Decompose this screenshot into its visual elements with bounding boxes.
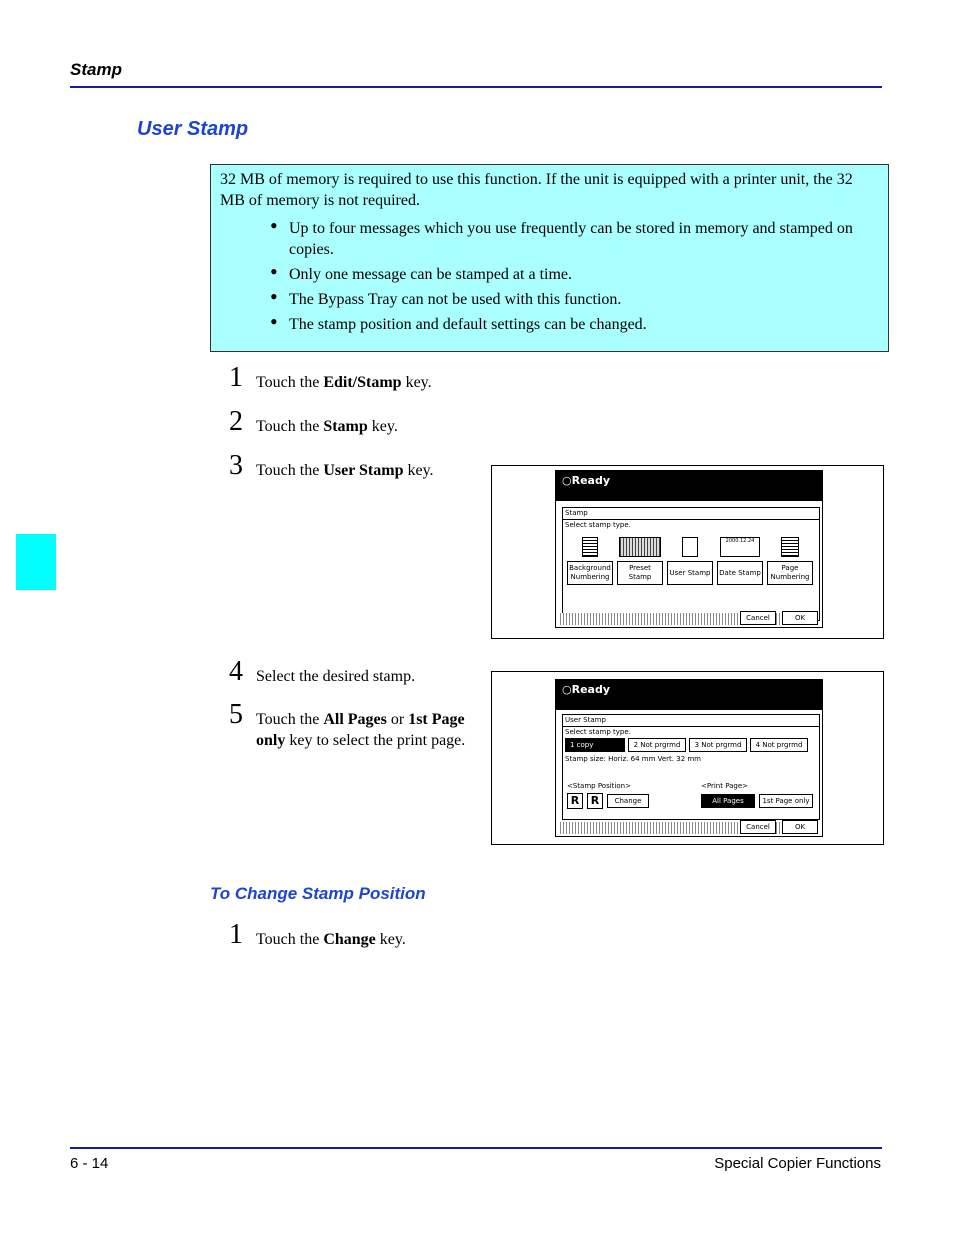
step-text: key to select the print page. <box>285 732 466 749</box>
preset-stamp-icon <box>617 537 663 559</box>
page-number: 6 - 14 <box>70 1155 109 1172</box>
step-text: key. <box>367 418 398 435</box>
all-pages-button[interactable]: All Pages <box>701 794 755 808</box>
step-4 <box>229 656 484 687</box>
section-title: User Stamp <box>137 118 249 140</box>
step-text: key. <box>375 931 406 948</box>
stamp-size-readout: Stamp size: Horiz. 64 mm Vert. 32 mm <box>565 755 702 763</box>
step-text: Touch the <box>256 462 324 479</box>
sub-step-1 <box>229 919 484 950</box>
step-key-name: All Pages <box>323 711 387 728</box>
step-key-name: Change <box>323 931 376 948</box>
position-preview-icon: R <box>567 793 583 809</box>
status-text: Ready <box>571 683 611 696</box>
step-number: 3 <box>229 450 243 481</box>
header-rule <box>70 86 882 88</box>
user-stamp-key[interactable]: User Stamp <box>667 561 713 585</box>
stamp-type-keys <box>563 561 819 585</box>
note-box <box>210 164 889 352</box>
stamp-type-2-key[interactable]: 2 Not prgrmd <box>628 738 686 752</box>
background-numbering-key[interactable]: Background Numbering <box>567 561 613 585</box>
step-text: Touch the <box>256 418 324 435</box>
screenshot-frame-user-stamp <box>491 671 884 845</box>
preset-stamp-key[interactable]: Preset Stamp <box>617 561 663 585</box>
panel-heading: Stamp <box>563 508 819 520</box>
step-number: 2 <box>229 406 243 437</box>
panel-prompt: Select stamp type. <box>565 521 631 529</box>
step-number: 5 <box>229 699 243 730</box>
step-text: Touch the <box>256 931 324 948</box>
stamp-position-label: <Stamp Position> <box>567 782 631 790</box>
step-number: 1 <box>229 362 243 393</box>
footer-rule <box>70 1147 882 1149</box>
user-stamp-icon <box>667 537 713 559</box>
dotted-status-strip <box>560 822 818 834</box>
step-key-name: User Stamp <box>323 462 404 479</box>
background-numbering-icon <box>567 537 613 559</box>
chapter-name: Special Copier Functions <box>714 1155 881 1172</box>
note-bullet: • The stamp position and default settings can be changed. <box>289 314 880 335</box>
step-text: key. <box>401 374 432 391</box>
stamp-type-row <box>563 738 819 752</box>
stamp-type-3-key[interactable]: 3 Not prgrmd <box>689 738 747 752</box>
step-key-name: 1st Page only <box>256 711 465 749</box>
stamp-type-4-key[interactable]: 4 Not prgrmd <box>750 738 808 752</box>
note-bullets <box>220 218 880 335</box>
cancel-button[interactable]: Cancel <box>740 611 776 625</box>
step-text: Select the desired stamp. <box>256 668 416 685</box>
print-page-label: <Print Page> <box>701 782 749 790</box>
panel-heading: User Stamp <box>563 715 819 727</box>
step-5 <box>229 699 484 751</box>
note-bullet: • The Bypass Tray can not be used with this function. <box>289 289 880 310</box>
status-bar: ○Ready <box>556 471 822 501</box>
stamp-type-1-key[interactable]: 1 copy <box>565 738 625 752</box>
step-text: Touch the <box>256 711 324 728</box>
step-number: 4 <box>229 656 243 687</box>
chapter-tab <box>16 534 56 590</box>
step-text: key. <box>403 462 434 479</box>
step-3 <box>229 450 484 481</box>
running-header: Stamp <box>70 60 122 79</box>
step-number: 1 <box>229 919 243 950</box>
page-numbering-icon <box>767 537 813 559</box>
first-page-only-button[interactable]: 1st Page only <box>759 794 813 808</box>
page-numbering-key[interactable]: Page Numbering <box>767 561 813 585</box>
change-position-button[interactable]: Change <box>607 794 649 808</box>
stamp-icons-row <box>563 537 819 559</box>
cancel-button[interactable]: Cancel <box>740 820 776 834</box>
status-text: Ready <box>571 474 611 487</box>
dotted-status-strip <box>560 613 818 625</box>
note-bullet: • Only one message can be stamped at a time. <box>289 264 880 285</box>
note-intro: 32 MB of memory is required to use this function. If the unit is equipped with a printer unit, the 32 MB of memory is not required. <box>220 171 853 209</box>
date-stamp-key[interactable]: Date Stamp <box>717 561 763 585</box>
step-1 <box>229 362 484 393</box>
ok-button[interactable]: OK <box>782 611 818 625</box>
step-text: Touch the <box>256 374 324 391</box>
screenshot-frame-stamp <box>491 465 884 639</box>
ok-button[interactable]: OK <box>782 820 818 834</box>
step-key-name: Edit/Stamp <box>323 374 402 391</box>
step-2 <box>229 406 484 437</box>
date-stamp-icon: 2000.12.24 <box>717 537 763 559</box>
note-bullet: • Up to four messages which you use frequently can be stored in memory and stamped on copies. <box>289 218 880 260</box>
step-key-name: Stamp <box>323 418 368 435</box>
status-bar: ○Ready <box>556 680 822 710</box>
position-preview-icon: R <box>587 793 603 809</box>
panel-screen-stamp <box>555 470 823 628</box>
step-text: or <box>386 711 409 728</box>
panel-prompt: Select stamp type. <box>565 728 631 736</box>
panel-screen-user-stamp <box>555 679 823 837</box>
subsection-title: To Change Stamp Position <box>210 884 426 903</box>
